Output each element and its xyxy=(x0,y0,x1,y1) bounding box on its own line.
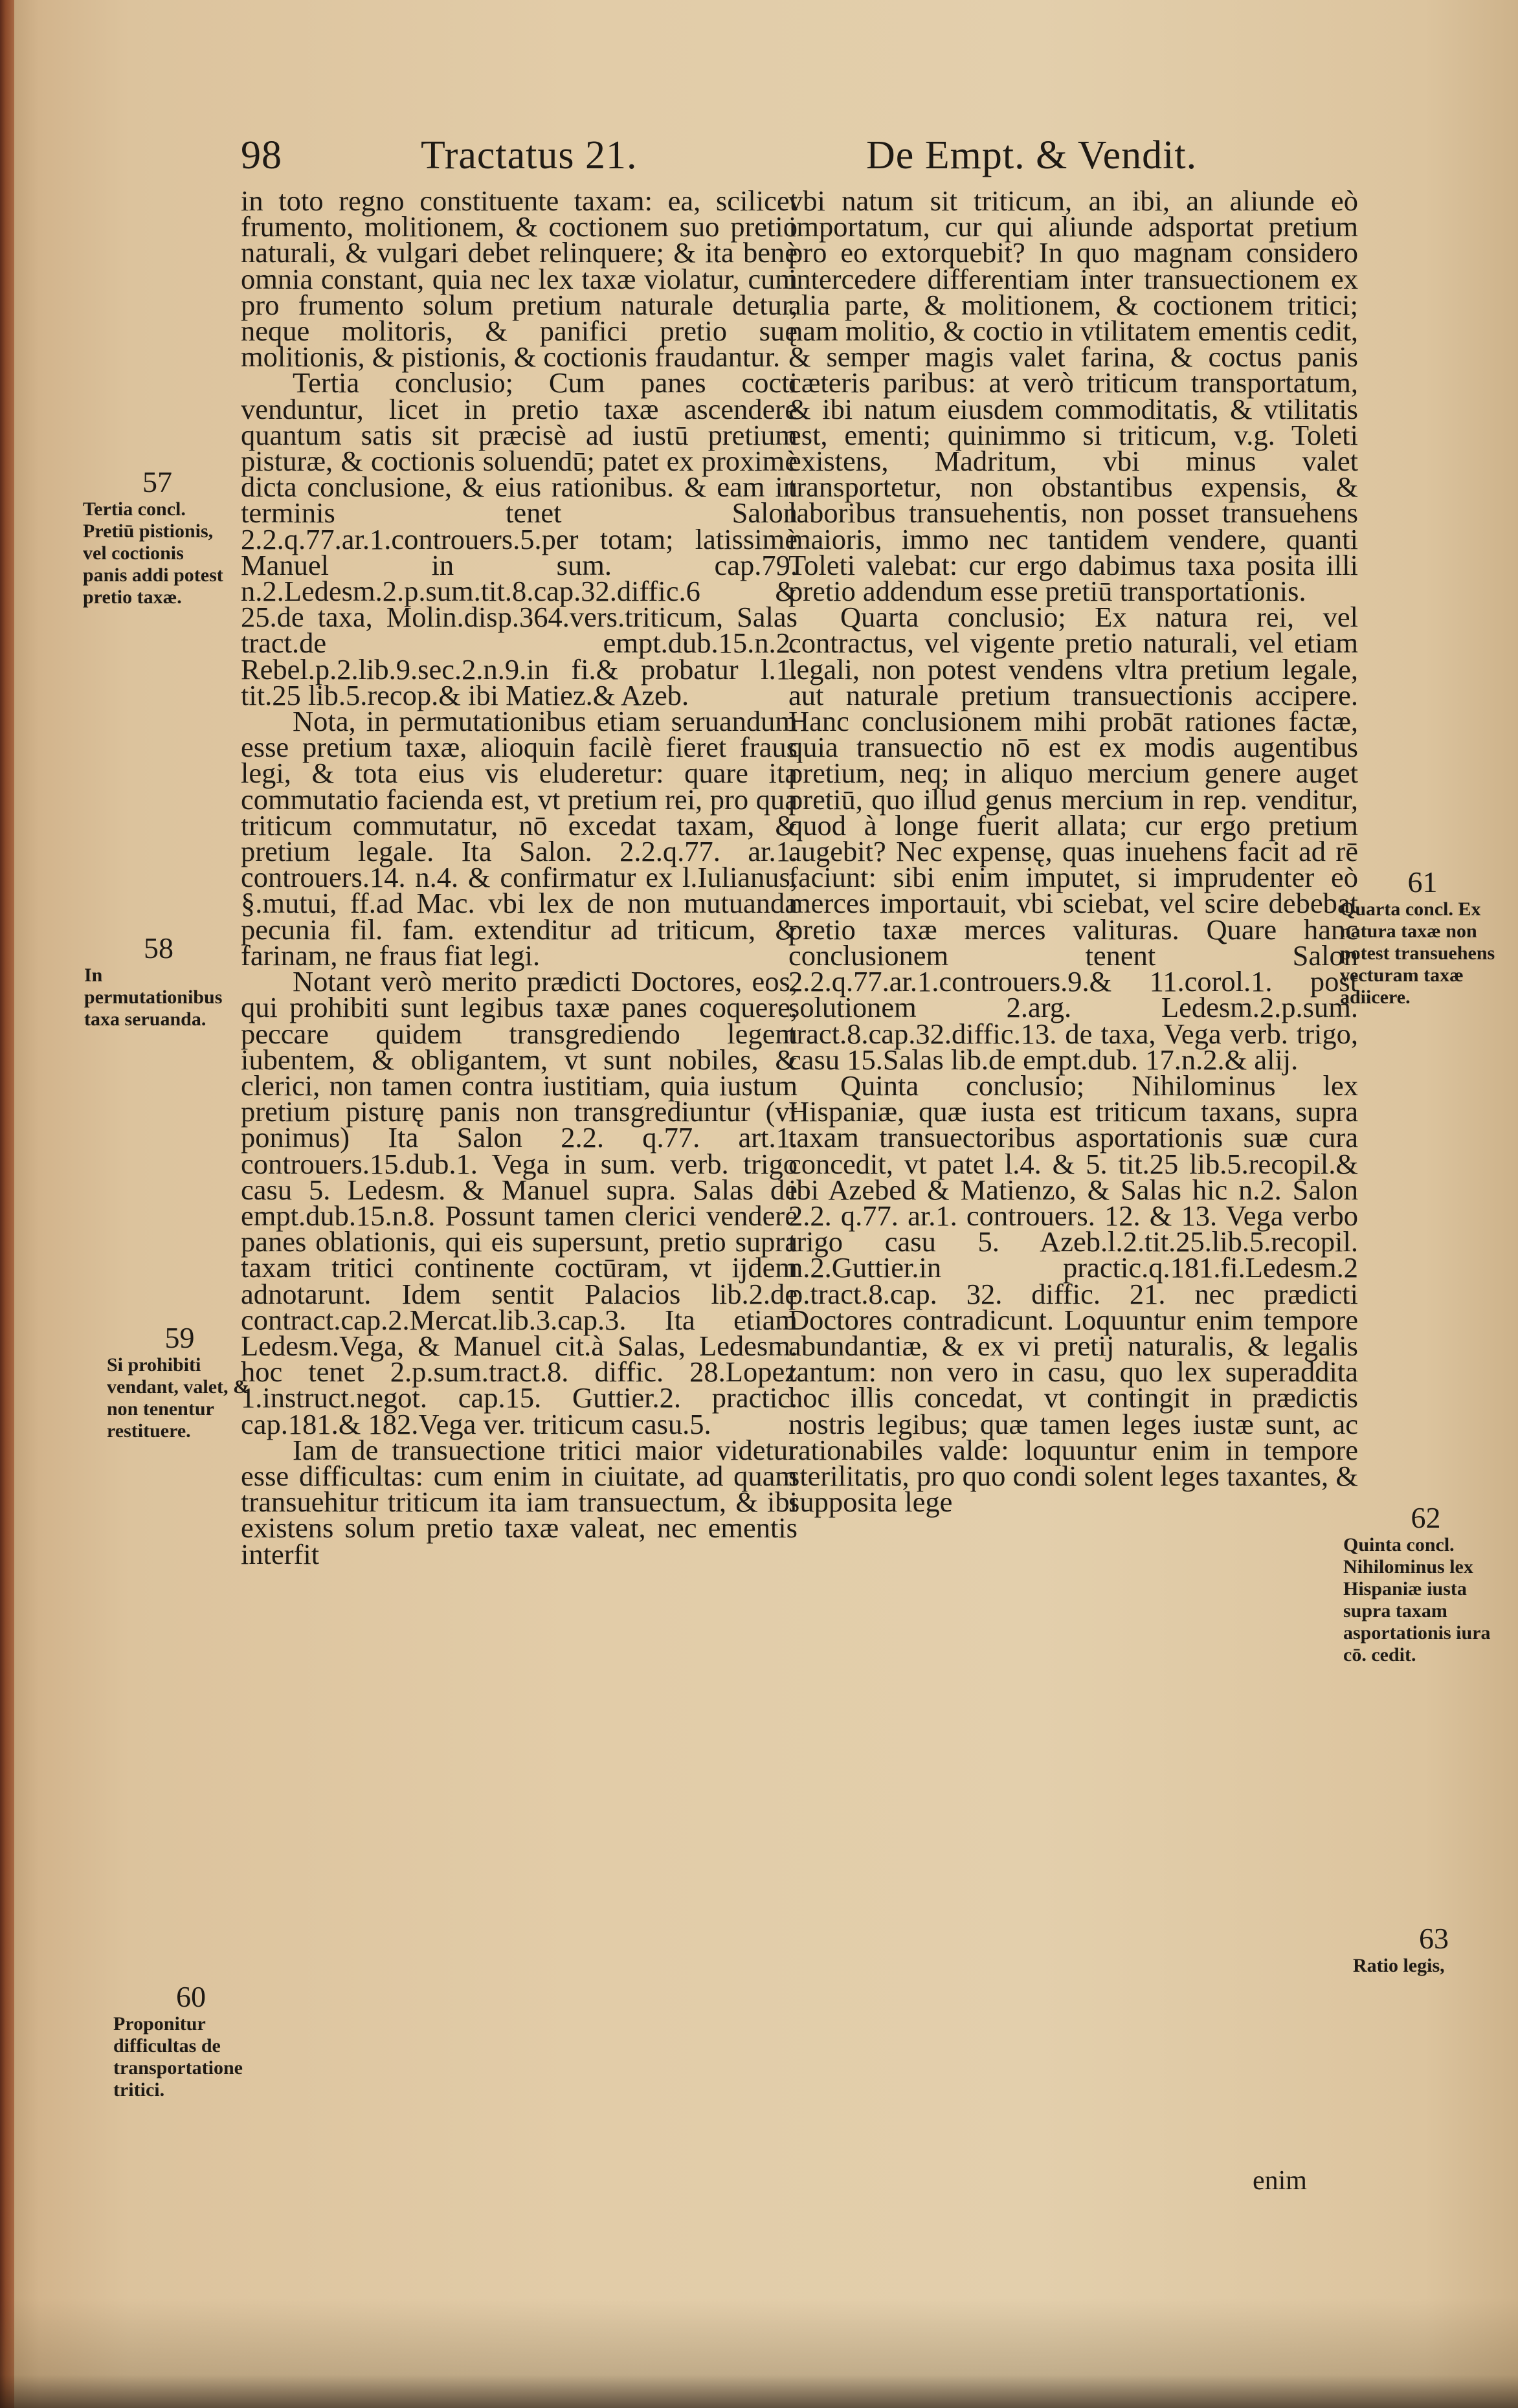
margin-note-number: 57 xyxy=(142,465,172,498)
paragraph: Tertia conclusio; Cum panes cocti venduntur, licet in pretio taxæ ascendere quantum satis sit præcisè ad iustū pretium pisturæ, & coctionis soluendū; patet ex proximè dicta conclusione, & eius rationibus. & eam in terminis tenet Salon 2.2.q.77.ar.1.controuers.5.per totam; latissimè Manuel in sum. cap.79. n.2.Ledesm.2.p.sum.tit.8.cap.32.diffic.6 & 25.de taxa, Molin.disp.364.vers.triticum, Salas tract.de empt.dub.15.n.2. Rebel.p.2.lib.9.sec.2.n.9.in fi.& probatur l.1. tit.25 lib.5.recop.& ibi Matiez.& Azeb. xyxy=(241,366,798,711)
paragraph: Iam de transuectione tritici maior videtur esse difficultas: cum enim in ciuitate, ad quam transuehitur triticum ita iam transuectum, & ibi existens solum pretio taxæ valeat, nec ementis interfit xyxy=(241,1433,798,1570)
paragraph: vbi natum sit triticum, an ibi, an aliunde eò importatum, cur qui aliunde adsportat pretium pro eo extorquebit? In quo magnam considero intercedere differentiam inter transuectionem ex alia parte, & molitionem, & coctionem tritici; nam molitio, & coctio in vtilitatem ementis cedit, & semper magis valet farina, & coctus panis cæteris paribus: at verò triticum transportatum, & ibi natum eiusdem commoditatis, & vtilitatis est, ementi; quinimmo si triticum, v.g. Toleti existens, Madritum, vbi minus valet transportetur, non obstantibus expensis, & laboribus transuehentis, non posset transuehens maioris, immo nec tantidem vendere, quanti Toleti valebat: cur ergo dabimus taxa posita illi pretio addendum esse pretiū transportationis. xyxy=(788,184,1358,608)
margin-note-number: 59 xyxy=(164,1321,195,1354)
page-number: 98 xyxy=(241,133,282,177)
margin-note-text: In permutationibus taxa seruanda. xyxy=(84,964,223,1030)
paragraph: in toto regno constituente taxam: ea, scilicet frumento, molitionem, & coctionem suo pretio naturali, & vulgari debet relinquere; & ita benè omnia constant, quia nec lex taxæ violatur, cum pro frumento solum pretium naturale detur, neque molitoris, & panifici pretio suę molitionis, & pistionis, & coctionis fraudantur. xyxy=(241,184,798,373)
paragraph: Nota, in permutationibus etiam seruandum esse pretium taxæ, alioquin facilè fieret fraus legi, & tota eius vis eluderetur: quare ita commutatio facienda est, vt pretium rei, pro qua triticum commutatur, nō excedat taxam, & pretium legale. Ita Salon. 2.2.q.77. ar.1. controuers.14. n.4. & confirmatur ex l.Iulianus, §.mutui, ff.ad Mac. vbi lex de non mutuanda pecunia fil. fam. extenditur ad triticum, & farinam, ne fraus fiat legi. xyxy=(241,705,798,972)
catchword: enim xyxy=(1253,2166,1307,2196)
margin-note-text: Quarta concl. Ex natura taxæ non potest transuehens vecturam taxæ adiicere. xyxy=(1340,898,1495,1008)
left-column xyxy=(241,184,798,1570)
margin-note-number: 61 xyxy=(1407,865,1438,898)
book-binding-edge xyxy=(0,0,14,2408)
header-title: Tractatus 21. xyxy=(421,133,638,177)
margin-note xyxy=(1343,1502,1508,1666)
running-header xyxy=(0,133,1518,191)
margin-note xyxy=(113,1981,269,2101)
margin-note-number: 58 xyxy=(144,931,173,964)
paragraph: Notant verò merito prædicti Doctores, eos, qui prohibiti sunt legibus taxæ panes coquere, peccare quidem transgrediendo legem iubentem, & obligantem, vt sunt nobiles, & clerici, non tamen contra iustitiam, quia iustum pretium pisturę panis non transgrediuntur (vt ponimus) Ita Salon 2.2. q.77. art.1. controuers.15.dub.1. Vega in sum. verb. trigo casu 5. Ledesm. & Manuel supra. Salas de empt.dub.15.n.8. Possunt tamen clerici vendere panes oblationis, qui eis supersunt, pretio supra taxam tritici continente coctūram, vt ijdem adnotarunt. Idem sentit Palacios lib.2.de contract.cap.2.Mercat.lib.3.cap.3. Ita etiam Ledesm.Vega, & Manuel cit.à Salas, Ledesm. hoc tenet 2.p.sum.tract.8. diffic. 28.Lopez 1.instruct.negot. cap.15. Guttier.2. practic. cap.181.& 182.Vega ver. triticum casu.5. xyxy=(241,965,798,1440)
margin-note xyxy=(107,1322,252,1442)
paragraph: Quarta conclusio; Ex natura rei, vel contractus, vel vigente pretio naturali, vel etiam legali, non potest vendens vltra pretium legale, aut naturale pretium transuectionis accipere. Hanc conclusionem mihi probāt rationes factæ, quia transuectio nō est ex modis augentibus pretium, neq; in aliquo mercium genere auget pretiū, quo illud genus mercium in rep. venditur, quod à longe fuerit allata; cur ergo pretium augebit? Nec expensę, quas inuehens facit ad rē faciunt: sibi enim imputet, si imprudenter eò merces importauit, vbi sciebat, vel scire debebat pretio taxæ merces valituras. Quare hanc conclusionem tenent Salon 2.2.q.77.ar.1.controuers.9.& 11.corol.1. post solutionem 2.arg. Ledesm.2.p.sum. tract.8.cap.32.diffic.13. de taxa, Vega verb. trigo, casu 15.Salas lib.de empt.dub. 17.n.2.& alij. xyxy=(788,601,1358,1076)
margin-note-number: 63 xyxy=(1419,1922,1449,1955)
margin-note xyxy=(1353,1923,1515,1977)
margin-note xyxy=(83,466,232,608)
paragraph: Quinta conclusio; Nihilominus lex Hispaniæ, quæ iusta est triticum taxans, supra taxam transuectoribus asportationis suæ cura concedit, vt patet l.4. & 5. tit.25 lib.5.recopil.& ibi Azebed & Matienzo, & Salas hic n.2. Salon 2.2. q.77. ar.1. controuers. 12. & 13. Vega verbo trigo casu 5. Azeb.l.2.tit.25.lib.5.recopil. n.2.Guttier.in practic.q.181.fi.Ledesm.2 p.tract.8.cap. 32. diffic. 21. nec prædicti Doctores contradicunt. Loquuntur enim tempore abundantiæ, & ex vi pretij naturalis, & legalis tantum: non vero in casu, quo lex superaddita hoc illis concedat, vt contingit in prædictis nostris legibus; quæ tamen leges iustæ sunt, ac rationabiles valde: loquuntur enim in tempore sterilitatis, pro quo condi solent leges taxantes, & supposita lege xyxy=(788,1069,1358,1519)
margin-note-text: Proponitur difficultas de transportatione tritici. xyxy=(113,2013,243,2101)
margin-note-number: 60 xyxy=(176,1980,206,2013)
margin-note-number: 62 xyxy=(1411,1501,1441,1534)
margin-note-text: Quinta concl. Nihilominus lex Hispaniæ iusta supra taxam asportationis iura cō. cedit. xyxy=(1343,1534,1491,1666)
header-subtitle: De Empt. & Vendit. xyxy=(866,133,1198,177)
margin-note-text: Ratio legis, xyxy=(1353,1955,1445,1976)
margin-note xyxy=(1340,866,1505,1009)
margin-note-text: Si prohibiti vendant, valet, & non tenentur restituere. xyxy=(107,1354,249,1442)
margin-note xyxy=(84,932,233,1031)
margin-note-text: Tertia concl. Pretiū pistionis, vel coctionis panis addi potest pretio taxæ. xyxy=(83,498,223,608)
right-column xyxy=(788,184,1358,1519)
